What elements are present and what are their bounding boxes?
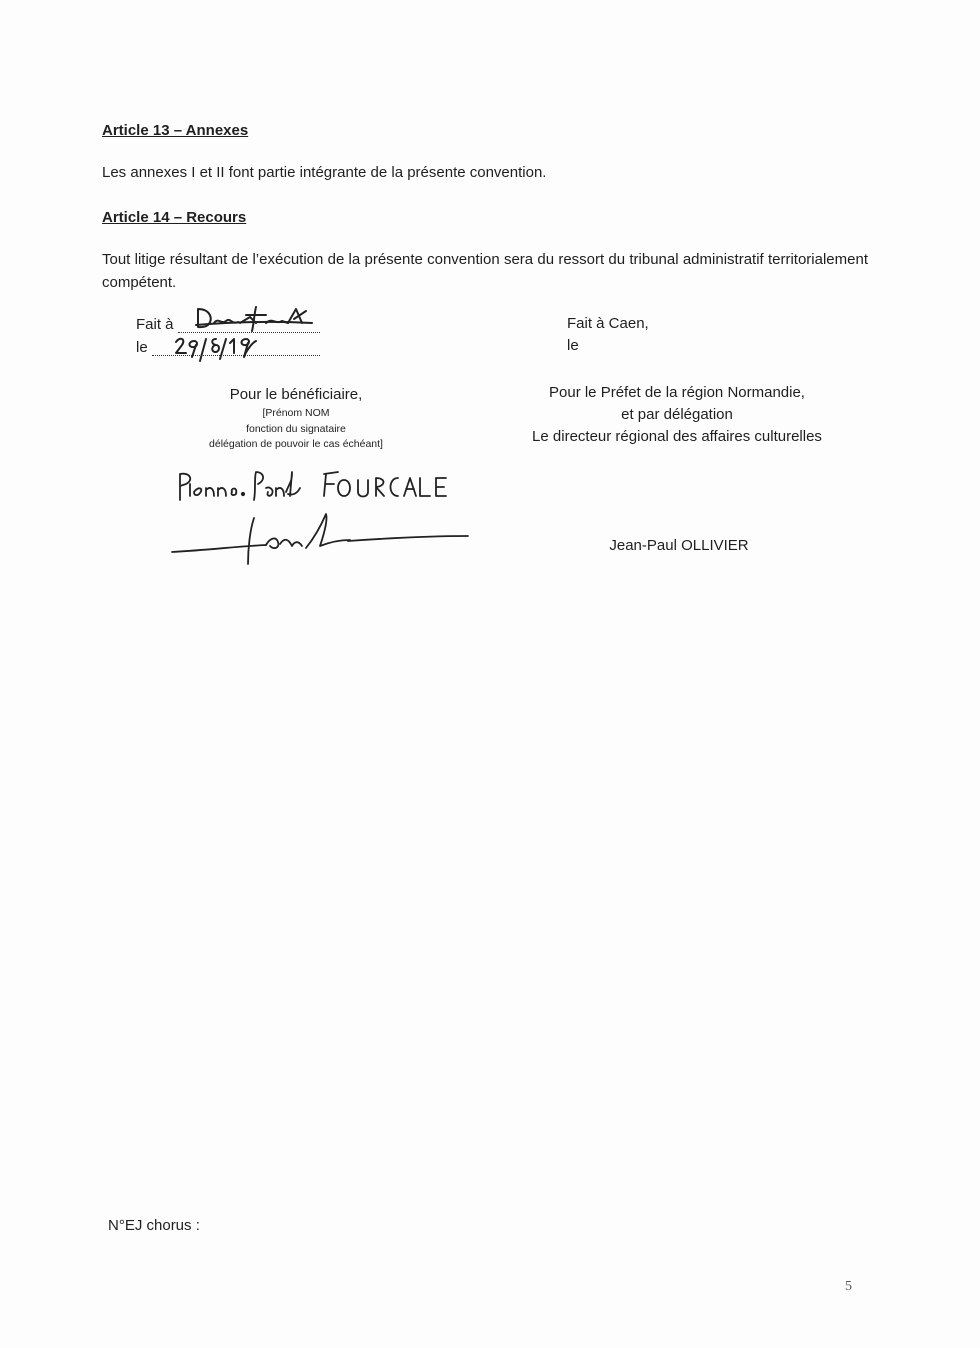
left-bracket-line-1: [Prénom NOM	[262, 407, 330, 419]
article-14-heading: Article 14 – Recours	[102, 209, 247, 226]
right-line-2: et par délégation	[621, 406, 733, 423]
right-line-3: Le directeur régional des affaires culturelles	[532, 428, 822, 445]
left-bracket-line-2: fonction du signataire	[246, 422, 346, 435]
page-number: 5	[845, 1279, 852, 1294]
right-line-1: Pour le Préfet de la région Normandie,	[549, 384, 805, 401]
left-pour-beneficiaire: Pour le bénéficiaire,	[229, 386, 363, 403]
right-fait-a: Fait à Caen,	[567, 315, 649, 332]
right-le: le	[567, 337, 579, 354]
handwritten-date	[174, 333, 260, 365]
left-fait-a-label: Fait à	[136, 316, 174, 333]
ej-chorus-label: N°EJ chorus :	[108, 1217, 200, 1234]
left-signature	[170, 508, 470, 568]
handwritten-name	[176, 466, 446, 506]
left-bracket-line-3: délégation de pouvoir le cas échéant]	[209, 438, 383, 450]
handwritten-place	[192, 305, 317, 335]
left-le-label: le	[136, 339, 148, 356]
article-14-text: Tout litige résultant de l’exécution de la présente convention sera du ressort du tribunal administratif territorialement compétent.	[102, 251, 868, 291]
right-signatory-name: Jean-Paul OLLIVIER	[609, 537, 749, 554]
article-13-text: Les annexes I et II font partie intégrante de la présente convention.	[102, 164, 547, 181]
article-13-heading: Article 13 – Annexes	[102, 122, 249, 139]
